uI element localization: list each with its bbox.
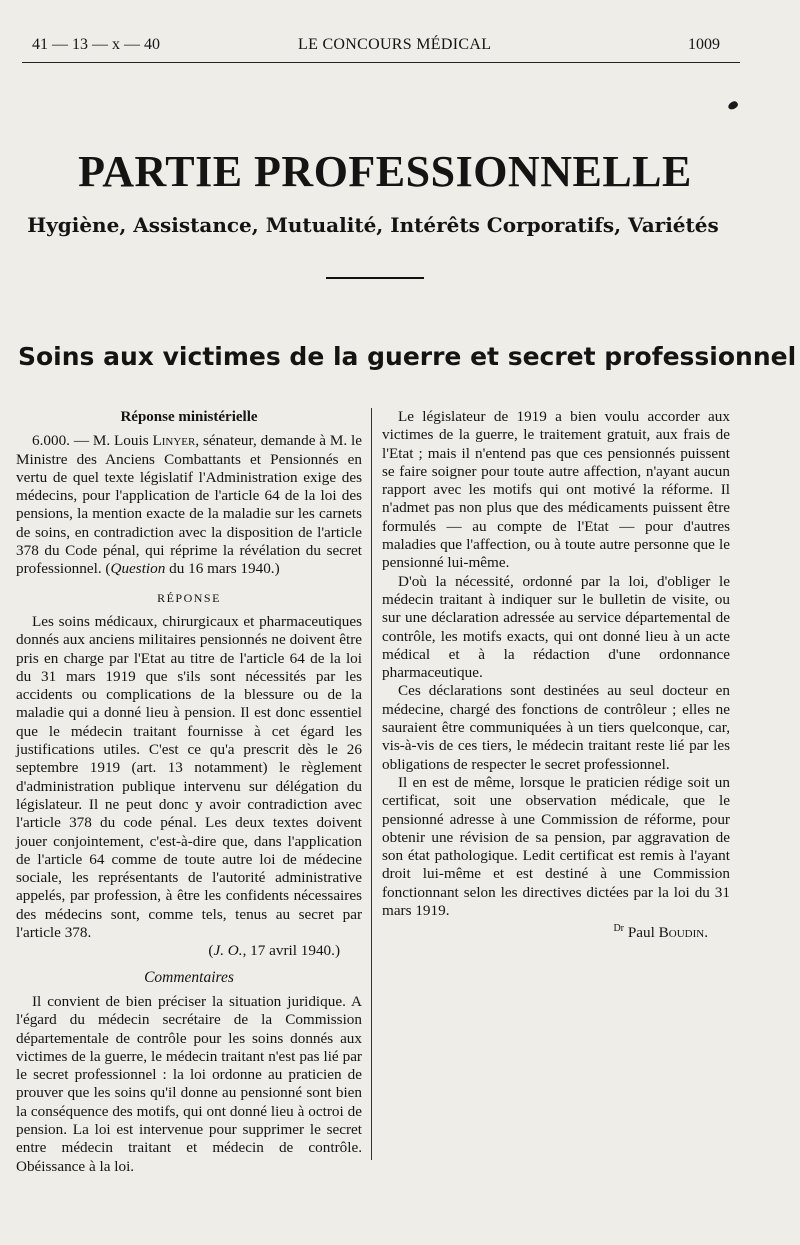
- ink-blot-mark: [727, 100, 739, 111]
- signature-first-name: Paul: [624, 924, 659, 942]
- signature-title: Dr: [613, 923, 625, 935]
- author-signature: [382, 920, 730, 942]
- running-head: [32, 36, 720, 60]
- commentaires-paragraph-4: Ces déclarations sont destinées au seul docteur en médecine, chargé des fonctions de contrôleur ; elles ne sauraient être communiquées à un tiers quelconque, car, vis-à-vis de ces tiers, le médecin traitant reste lié par les obligations de respecter le secret professionnel.: [382, 682, 730, 773]
- reponse-paragraph: Les soins médicaux, chirurgicaux et pharmaceutiques donnés aux anciens militaires pensionnés ne doivent être pris en charge par l'Etat au titre de l'article 64 de la loi du 31 mars 1919 que s'ils sont nécessités par les accidents ou complications de la blessure ou de la maladie qui a donné lieu à pension. Il est donc essentiel que le médecin traitant fournisse à cet égard les justifications utiles. C'est ce qu'a prescrit dès le 26 septembre 1919 (art. 13 notamment) le règlement d'administration publique intervenu sur délégation du législateur. Il ne peut donc y avoir contradiction avec l'article 378 du code pénal. Les deux textes doivent jouer conjointement, c'est-à-dire que, dans l'application de l'article 64 comme de toute autre loi de médecine sociale, les représentants de l'autorité administrative appelés, par profession, à être les confidents nécessaires des médecins sont, comme tels, tenus au secret par l'article 378.: [16, 612, 362, 942]
- question-paragraph: [16, 432, 362, 578]
- commentaires-heading: Commentaires: [144, 968, 234, 986]
- signature-last-name: Boudin.: [658, 924, 708, 942]
- question-source-date: du 16 mars 1940.): [165, 560, 280, 578]
- header-rule: [22, 62, 740, 63]
- jo-open-paren: (: [208, 942, 214, 960]
- commentaires-paragraph-2: Le législateur de 1919 a bien voulu accorder aux victimes de la guerre, le traitement gratuit, aux frais de l'Etat ; mais il n'entend pas que ces pensionnés puissent se faire soigner pour toute autre affection, n'ayant aucun rapport avec les motifs qui ont motivé la réforme. Il n'admet pas non plus que des médicaments puissent être formulés — au compte de l'Etat — pour d'autres maladies que l'affection, ou à toute autre personne que le pensionné lui-même.: [382, 408, 730, 572]
- section-title: PARTIE PROFESSIONNELLE: [78, 147, 692, 196]
- section-subtitle: Hygiène, Assistance, Mutualité, Intérêts Corporatifs, Variétés: [27, 213, 719, 237]
- question-text: , sénateur, demande à M. le Ministre des Anciens Combattants et Pensionnés en vertu de quel texte législatif l'Administration exige des médecins, pour l'application de l'article 64 de la loi des pensions, la mention exacte de la maladie sur les carnets de soins, en contradiction avec la disposition de l'article 378 du Code pénal, qui réprime la révélation du secret professionnel. (: [16, 432, 362, 578]
- journal-officiel-reference: [16, 942, 362, 960]
- reponse-ministerielle-heading: Réponse ministérielle: [120, 409, 258, 425]
- title-rule: [326, 277, 424, 279]
- issue-date: 41 — 13 — x — 40: [32, 36, 160, 53]
- jo-date: , 17 avril 1940.): [242, 942, 340, 960]
- jo-abbrev: J. O.: [213, 942, 243, 960]
- commentaires-paragraph-5: Il en est de même, lorsque le praticien rédige soit un certificat, soit une observation médicale, que le pensionné adresse à une Commission de réforme, pour obtenir une révision de sa pension, par aggravation de son état pathologique. Ledit certificat est remis à l'ayant droit lui-même et est destiné à une Commission fonctionnant selon les directives dictées par la loi du 31 mars 1919.: [382, 773, 730, 920]
- commentaires-paragraph-1: Il convient de bien préciser la situation juridique. A l'égard du médecin secrétaire de la Commission départementale de contrôle pour les soins donnés aux victimes de la guerre, le médecin traitant n'est pas lié par le secret professionnel : la loi ordonne au praticien de prouver que les soins qu'il donne au pensionné sont bien la conséquence des motifs, qui ont donné lieu à octroi de pension. La loi est intervenue pour supprimer le secret entre médecin traitant et médecin de contrôle. Obéissance à la loi.: [16, 992, 362, 1175]
- senator-name: Linyer: [152, 432, 196, 450]
- article-title: Soins aux victimes de la guerre et secret professionnel: [18, 342, 797, 371]
- commentaires-paragraph-3: D'où la nécessité, ordonné par la loi, d'obliger le médecin traitant à indiquer sur le bulletin de visite, ou sur une déclaration adressée au service départemental de contrôle, les motifs exacts, qui ont donné lieu à un acte médical et à la rédaction d'une ordonnance pharmaceutique.: [382, 572, 730, 682]
- journal-name: LE CONCOURS MÉDICAL: [298, 36, 492, 53]
- left-column: [16, 408, 362, 1176]
- right-column: [382, 408, 730, 943]
- question-number: 6.000. — M. Louis: [32, 432, 153, 450]
- column-divider: [371, 408, 372, 1160]
- question-source-label: Question: [110, 560, 166, 578]
- reponse-label: RÉPONSE: [157, 590, 221, 605]
- page-number: 1009: [688, 36, 720, 53]
